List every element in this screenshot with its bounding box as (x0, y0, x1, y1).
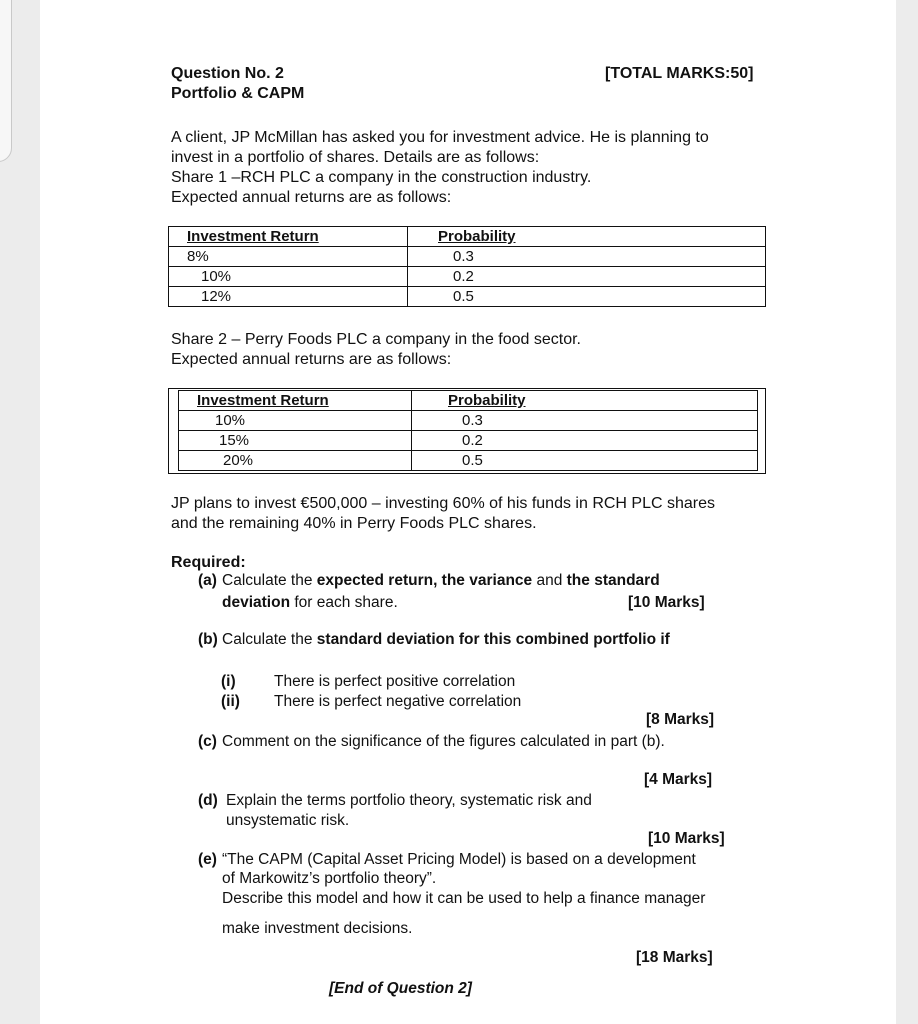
part-b-marks: [8 Marks] (646, 711, 715, 728)
part-b-line-1 (222, 630, 670, 650)
probability-cell: 0.5 (408, 287, 766, 307)
part-a-text-2: and (532, 572, 567, 589)
part-e-line-2: of Markowitz’s portfolio theory”. (222, 870, 437, 887)
probability-cell: 0.2 (408, 267, 766, 287)
required-heading: Required: (171, 554, 246, 571)
part-b-ii-text: There is perfect negative correlation (274, 693, 522, 710)
part-d-marks: [10 Marks] (648, 830, 725, 847)
previous-page-edge (0, 0, 12, 162)
part-c-label: (c) (198, 733, 217, 750)
share1-returns-table (168, 226, 766, 307)
probability-cell: 0.2 (412, 431, 758, 451)
share2-line-1: Share 2 – Perry Foods PLC a company in the food sector. (171, 331, 581, 348)
intro-line-2: invest in a portfolio of shares. Details are as follows: (171, 149, 540, 166)
share2-line-2: Expected annual returns are as follows: (171, 351, 452, 368)
question-number: Question No. 2 (171, 65, 284, 82)
column-header-return: Investment Return (179, 391, 412, 411)
column-header-probability: Probability (408, 227, 766, 247)
part-a-text-3: for each share. (290, 594, 398, 611)
part-b-i-text: There is perfect positive correlation (274, 673, 516, 690)
part-a-bold-3: deviation (222, 594, 291, 611)
intro-line-3: Share 1 –RCH PLC a company in the construction industry. (171, 169, 592, 186)
document-page (40, 0, 896, 1024)
column-header-probability: Probability (412, 391, 758, 411)
probability-cell: 0.5 (412, 451, 758, 471)
table-row (179, 451, 758, 471)
part-b-bold-1: standard deviation for this combined portfolio if (316, 631, 670, 648)
return-cell: 8% (169, 247, 408, 267)
return-cell: 20% (179, 451, 412, 471)
part-b-label: (b) (198, 631, 218, 648)
question-topic: Portfolio & CAPM (171, 85, 305, 102)
part-e-line-3: Describe this model and how it can be used to help a finance manager (222, 890, 706, 907)
column-header-return: Investment Return (169, 227, 408, 247)
end-of-question: [End of Question 2] (329, 980, 472, 997)
part-a-marks: [10 Marks] (628, 594, 705, 611)
plan-line-2: and the remaining 40% in Perry Foods PLC shares. (171, 515, 537, 532)
table-header-row (179, 391, 758, 411)
part-e-label: (e) (198, 851, 217, 868)
part-d-label: (d) (198, 792, 218, 809)
table-row (169, 247, 766, 267)
part-b-text-1: Calculate the (222, 631, 317, 648)
part-b-i-label: (i) (221, 673, 236, 690)
part-c-text: Comment on the significance of the figures calculated in part (b). (222, 733, 665, 750)
part-a-bold-1: expected return, the variance (316, 572, 533, 589)
probability-cell: 0.3 (408, 247, 766, 267)
intro-line-1: A client, JP McMillan has asked you for investment advice. He is planning to (171, 129, 709, 146)
part-a-text-1: Calculate the (222, 572, 317, 589)
table-row (179, 431, 758, 451)
part-e-line-1: “The CAPM (Capital Asset Pricing Model) is based on a development (222, 851, 696, 868)
intro-line-4: Expected annual returns are as follows: (171, 189, 452, 206)
part-a-label: (a) (198, 572, 217, 589)
part-d-line-1: Explain the terms portfolio theory, systematic risk and (226, 792, 592, 809)
return-cell: 12% (169, 287, 408, 307)
return-cell: 10% (179, 411, 412, 431)
total-marks: [TOTAL MARKS:50] (605, 65, 754, 82)
part-d-line-2: unsystematic risk. (226, 812, 350, 829)
part-a-bold-2: the standard (566, 572, 660, 589)
share2-returns-table (178, 390, 758, 471)
table-row (179, 411, 758, 431)
table-header-row (169, 227, 766, 247)
part-e-line-4: make investment decisions. (222, 920, 413, 937)
part-a-line-2 (222, 593, 398, 613)
probability-cell: 0.3 (412, 411, 758, 431)
return-cell: 15% (179, 431, 412, 451)
part-e-marks: [18 Marks] (636, 949, 713, 966)
part-b-ii-label: (ii) (221, 693, 240, 710)
return-cell: 10% (169, 267, 408, 287)
table-row (169, 267, 766, 287)
table-row (169, 287, 766, 307)
part-a-line-1 (222, 571, 660, 591)
plan-line-1: JP plans to invest €500,000 – investing 60% of his funds in RCH PLC shares (171, 495, 716, 512)
part-c-marks: [4 Marks] (644, 771, 713, 788)
